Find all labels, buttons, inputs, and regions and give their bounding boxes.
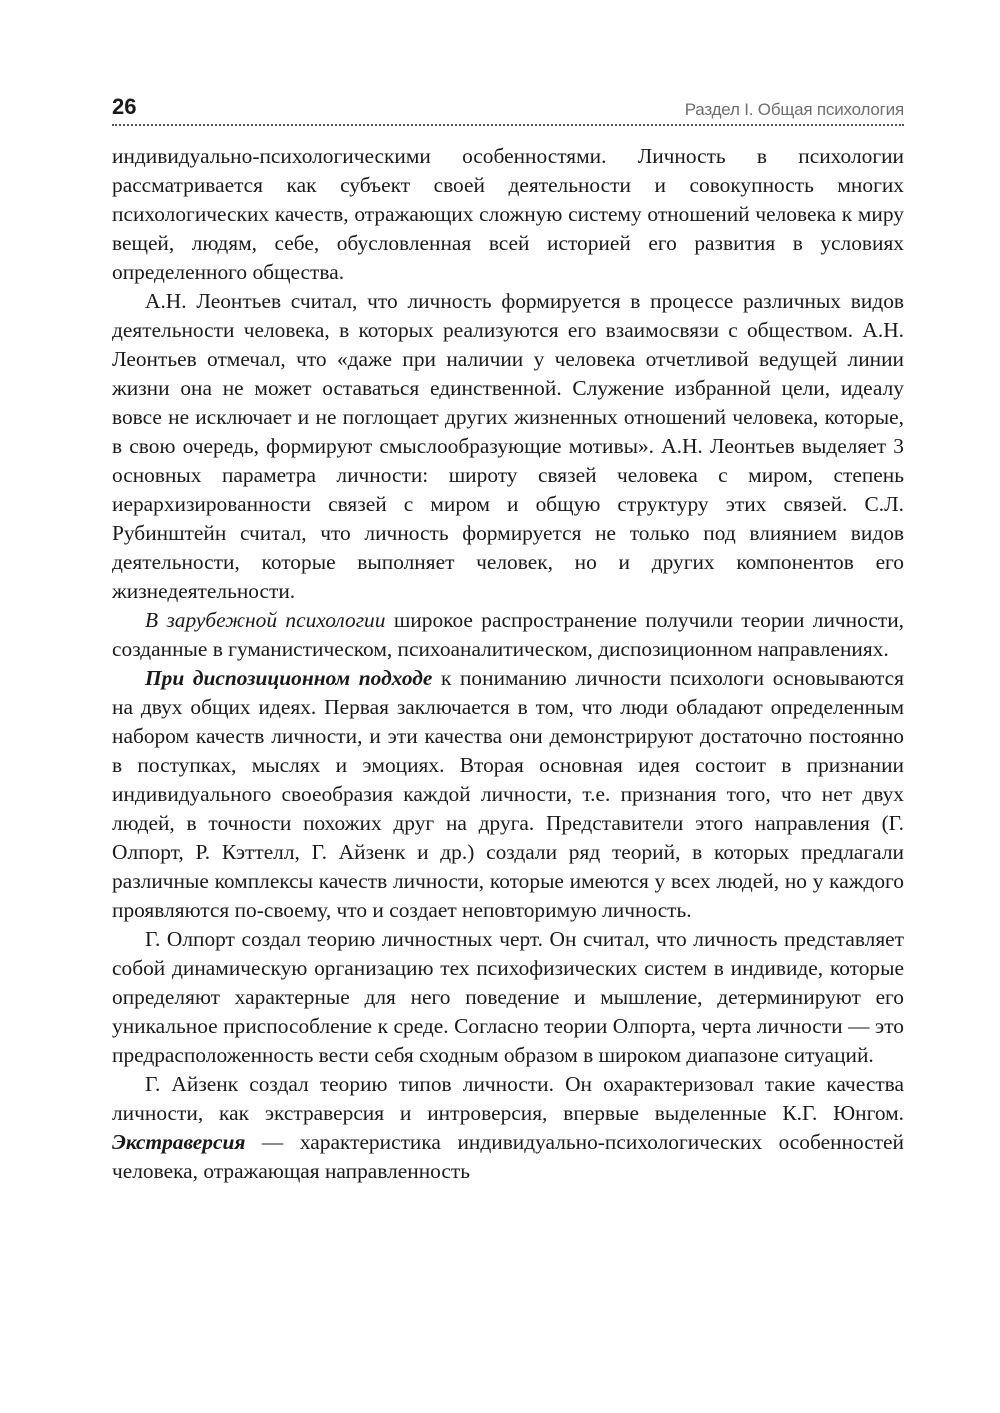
paragraph-text: к пониманию личности психологи основываются на двух общих идеях. Первая заключается в том, что люди обладают определенным набором качеств личности, и эти качества они демонстрируют достаточно постоянно в поступках, мыслях и эмоциях. Вторая основная идея состоит в признании индивидуального своеобразия каждой личности, т.е. признания того, что нет двух людей, в точности похожих друг на друга. Представители этого направления (Г. Олпорт, Р. Кэттелл, Г. Айзенк и др.) создали ряд теорий, в которых предлагали различные комплексы качеств личности, которые имеются у всех людей, но у каждого проявляются по-своему, что и создает неповторимую личность. [112,666,904,922]
paragraph-4 [112,664,904,925]
paragraph-1 [112,142,904,287]
bold-italic-term: Экстраверсия [112,1130,246,1154]
paragraph-text: широкое распространение получили теории личности, созданные в гуманистическом, психоаналитическом, диспозиционном направлениях. [112,608,904,661]
bold-italic-lead: При диспозиционном подходе [145,666,433,690]
paragraph-2 [112,287,904,606]
paragraph-text: Г. Айзенк создал теорию типов личности. Он охарактеризовал такие качества личности, как экстраверсия и интроверсия, впервые выделенные К.Г. Юнгом. [112,1072,904,1125]
italic-lead: В зарубежной психологии [145,608,386,632]
page-number: 26 [112,94,137,119]
paragraph-text: — характеристика индивидуально-психологических особенностей человека, отражающая направленность [112,1130,904,1183]
paragraph-text: индивидуально-психологическими особенностями. Личность в психологии рассматривается как субъект своей деятельности и совокупность многих психологических качеств, отражающих сложную систему отношений человека к миру вещей, людям, себе, обусловленная всей историей его развития в условиях определенного общества. [112,144,904,284]
paragraph-text: А.Н. Леонтьев считал, что личность формируется в процессе различных видов деятельности человека, в которых реализуются его взаимосвязи с обществом. А.Н. Леонтьев отмечал, что «даже при наличии у человека отчетливой ведущей линии жизни она не может оставаться единственной. Служение избранной цели, идеалу вовсе не исключает и не поглощает других жизненных отношений человека, которые, в свою очередь, формируют смыслообразующие мотивы». А.Н. Леонтьев выделяет 3 основных параметра личности: широту связей человека с миром, степень иерархизированности связей с миром и общую структуру этих связей. С.Л. Рубинштейн считал, что личность формируется не только под влиянием видов деятельности, которые выполняет человек, но и других компонентов его жизнедеятельности. [112,289,904,603]
paragraph-text: Г. Олпорт создал теорию личностных черт. Он считал, что личность представляет собой динамическую организацию тех психофизических систем в индивиде, которые определяют характерные для него поведение и мышление, детерминируют его уникальное приспособление к среде. Согласно теории Олпорта, черта личности — это предрасположенность вести себя сходным образом в широком диапазоне ситуаций. [112,927,904,1067]
paragraph-5 [112,925,904,1070]
page-header [112,86,904,126]
body-text [112,142,904,1186]
paragraph-3 [112,606,904,664]
paragraph-6 [112,1070,904,1186]
running-head: Раздел I. Общая психология [684,100,904,119]
book-page [112,86,904,1186]
